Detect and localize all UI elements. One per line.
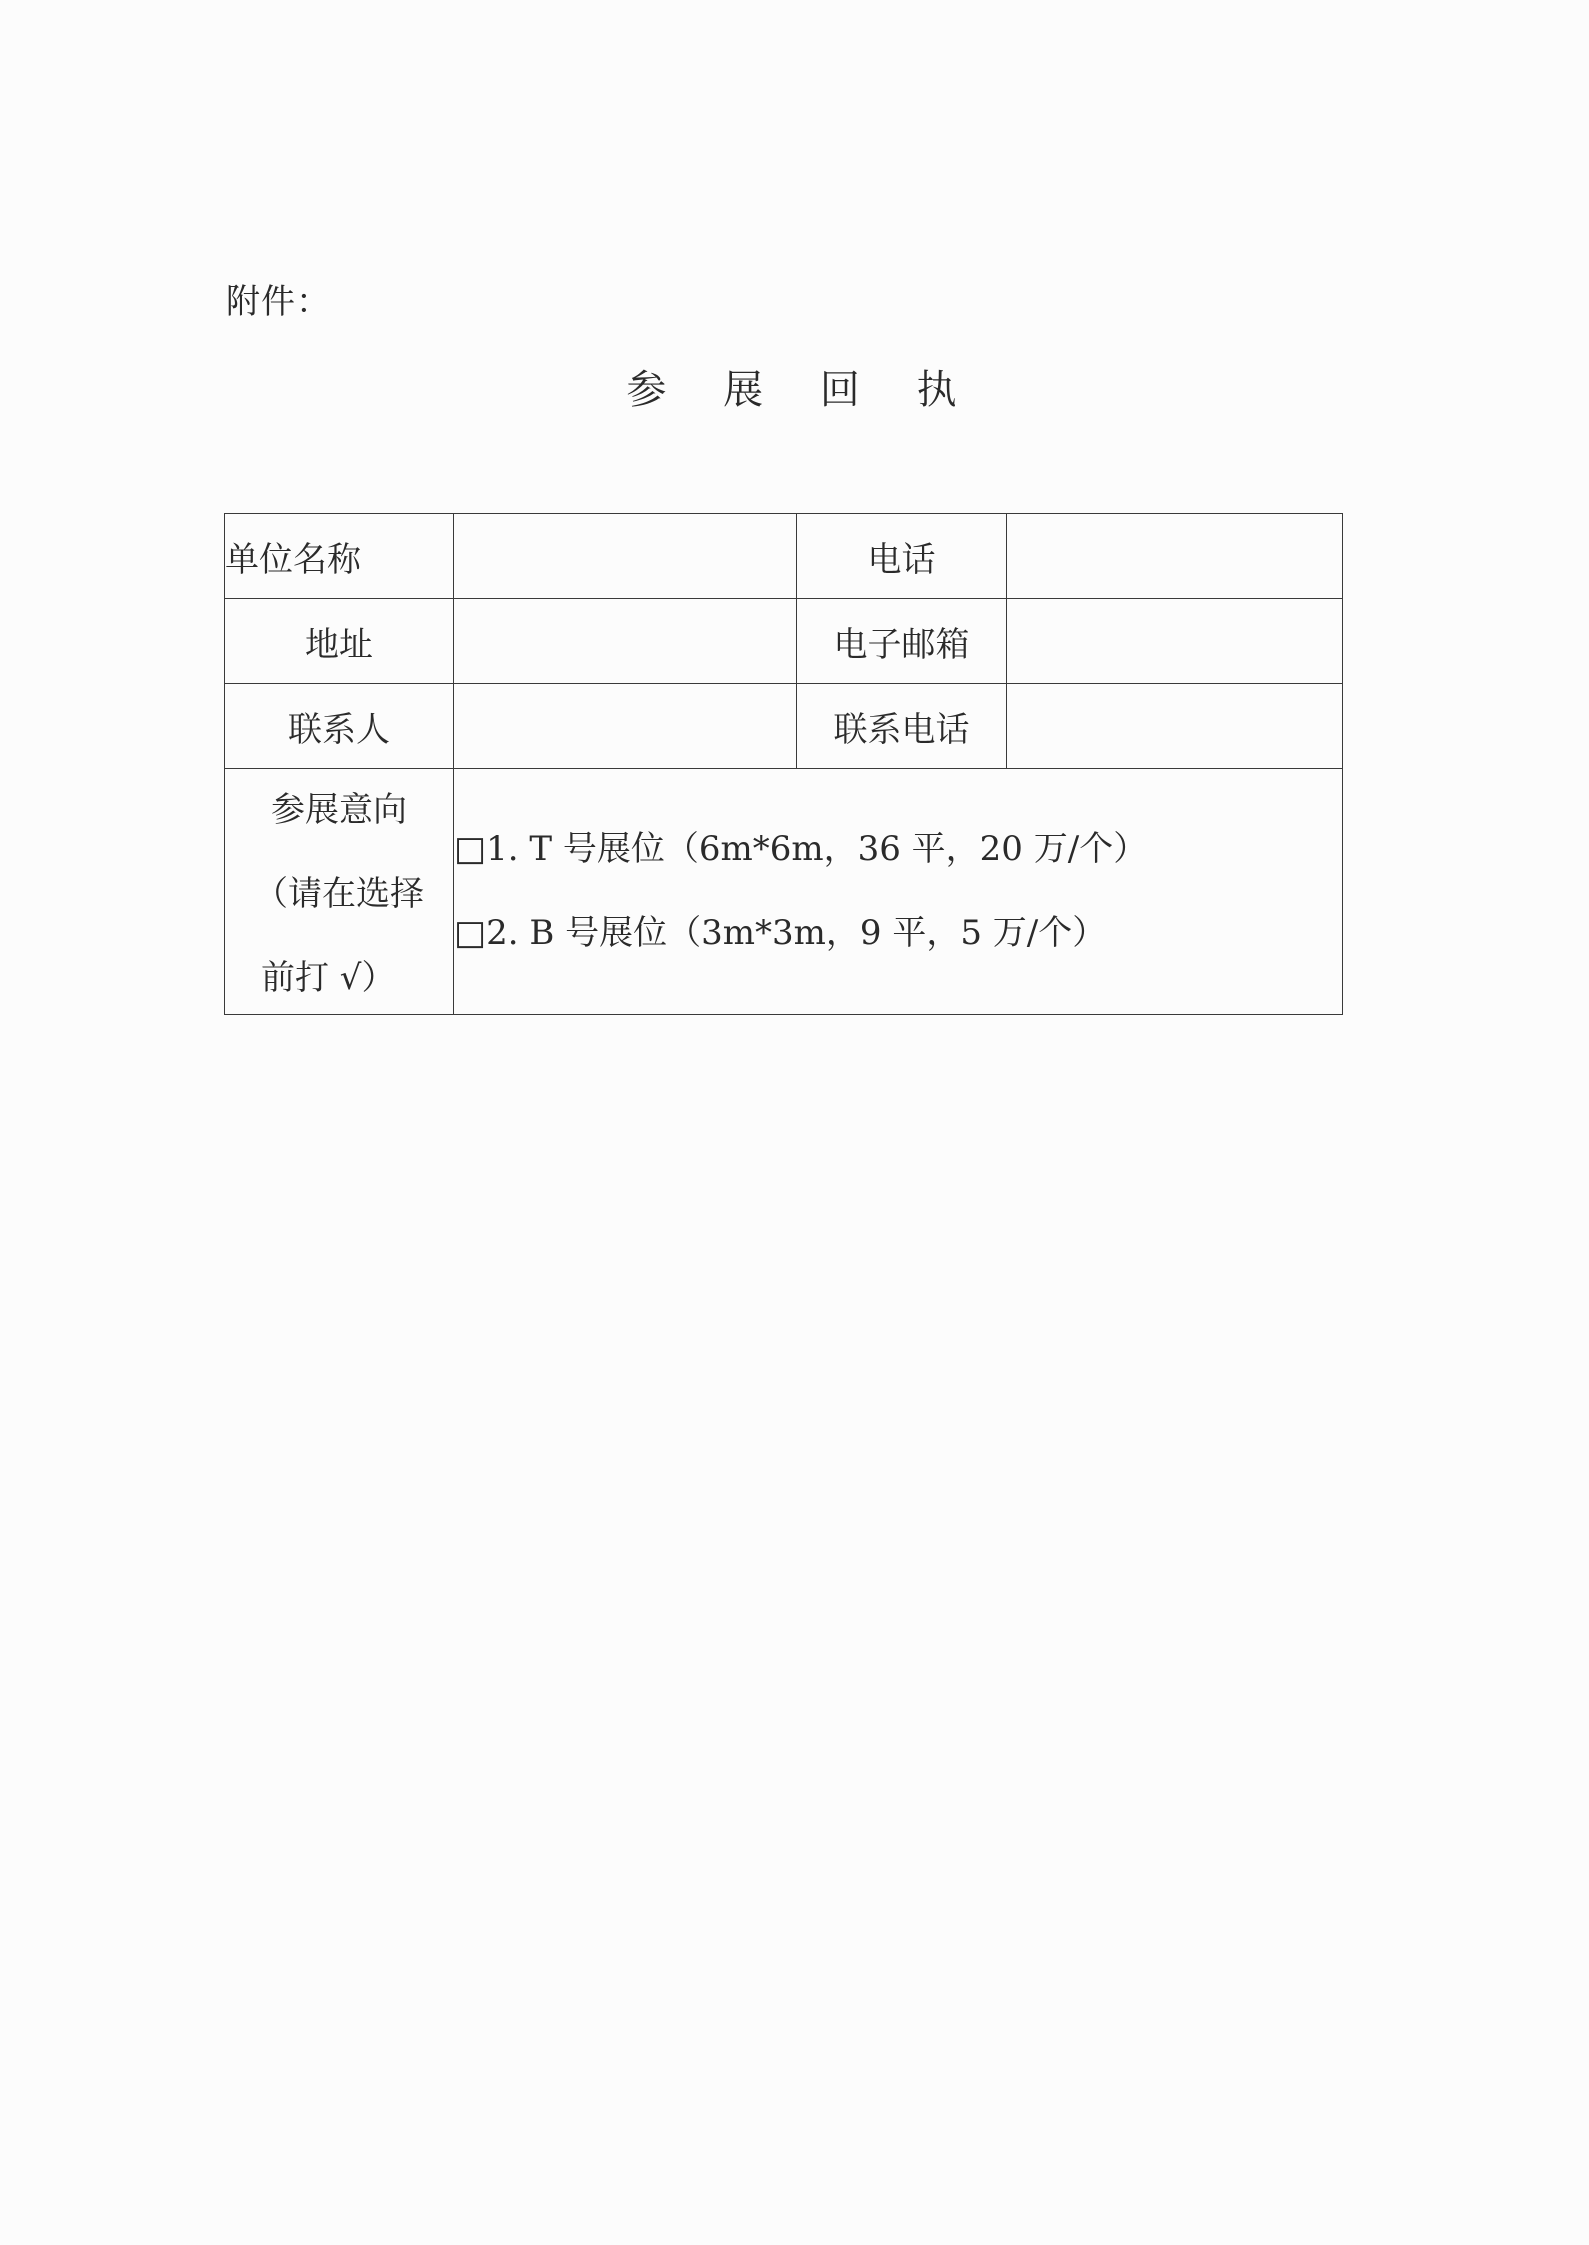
intent-options-cell bbox=[454, 769, 1343, 1015]
form-row-address bbox=[225, 599, 1343, 684]
attachment-label: 附件： bbox=[226, 282, 331, 322]
intent-label-line-3: 前打 √） bbox=[261, 957, 396, 998]
form-row-company bbox=[225, 514, 1343, 599]
receipt-form-table bbox=[224, 513, 1343, 1015]
intent-label-line-2: （请在选择 bbox=[254, 873, 424, 914]
phone-label: 电话 bbox=[797, 514, 1007, 599]
contact-phone-field[interactable] bbox=[1007, 684, 1343, 769]
email-label: 电子邮箱 bbox=[797, 599, 1007, 684]
address-label: 地址 bbox=[225, 599, 454, 684]
phone-field[interactable] bbox=[1007, 514, 1343, 599]
intent-label-line-1: 参展意向 bbox=[271, 789, 407, 830]
intent-label bbox=[225, 770, 453, 1008]
form-row-contact bbox=[225, 684, 1343, 769]
contact-phone-label: 联系电话 bbox=[797, 684, 1007, 769]
address-field[interactable] bbox=[454, 599, 797, 684]
contact-person-field[interactable] bbox=[454, 684, 797, 769]
company-name-label: 单位名称 bbox=[225, 514, 454, 599]
email-field[interactable] bbox=[1007, 599, 1343, 684]
form-row-intent bbox=[225, 769, 1343, 1015]
contact-person-label: 联系人 bbox=[225, 684, 454, 769]
document-title: 参 展 回 执 bbox=[626, 367, 979, 413]
intent-label-cell bbox=[225, 769, 454, 1015]
booth-option-t[interactable]: □1. T 号展位（6m*6m，36 平，20 万/个） bbox=[454, 828, 1148, 869]
company-name-field[interactable] bbox=[454, 514, 797, 599]
booth-option-b[interactable]: □2. B 号展位（3m*3m，9 平，5 万/个） bbox=[454, 912, 1107, 953]
